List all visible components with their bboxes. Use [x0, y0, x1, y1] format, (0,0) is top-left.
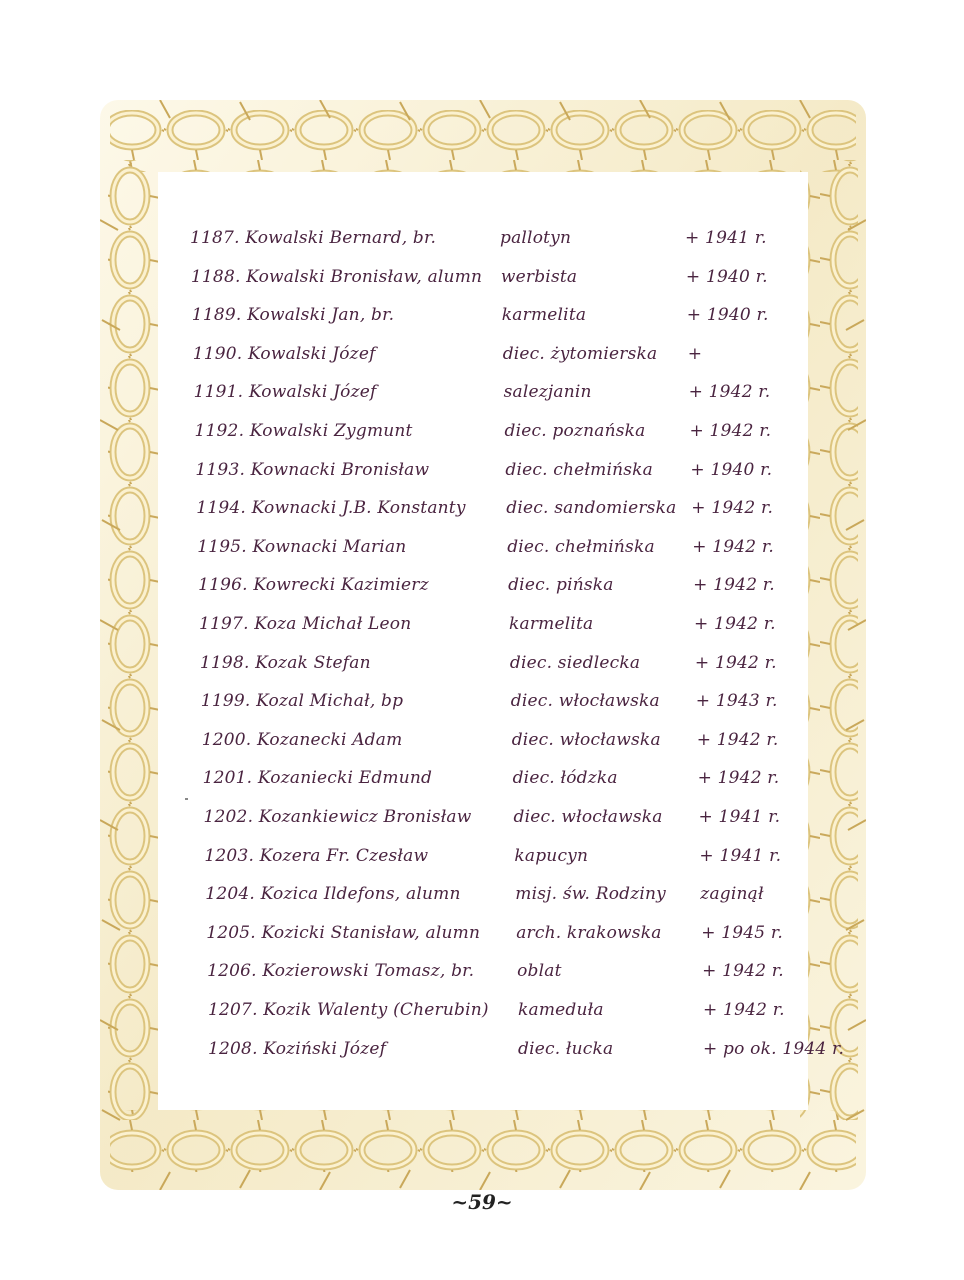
entry-row [204, 846, 804, 876]
entry-death-year: + 1942 r. [693, 575, 775, 596]
entry-affiliation: diec. chełmińska [505, 459, 654, 480]
entry-number-and-name: 1196. Kowrecki Kazimierz [198, 575, 429, 596]
entry-death-year: + 1941 r. [685, 228, 767, 248]
entry-death-year: + 1942 r. [691, 498, 774, 519]
entry-number-and-name: 1191. Kowalski Józef [193, 382, 377, 403]
entry-number-and-name: 1192. Kowalski Zygmunt [194, 421, 413, 441]
entry-affiliation: diec. chełmińska [507, 536, 655, 557]
entry-row [193, 344, 793, 374]
entry-affiliation: kapucyn [514, 845, 589, 866]
entry-affiliation: diec. żytomierska [502, 343, 658, 364]
entry-number-and-name: 1189. Kowalski Jan, br. [191, 305, 395, 326]
entry-affiliation: diec. włocławska [513, 807, 663, 827]
entry-death-year: + 1942 r. [703, 1000, 785, 1020]
stray-ink-dot [185, 798, 188, 800]
entry-affiliation: pallotyn [500, 228, 572, 248]
entry-number-and-name: 1201. Kozaniecki Edmund [202, 768, 433, 789]
entry-number-and-name: 1204. Kozica Ildefons, alumn [205, 884, 461, 905]
entry-number-and-name: 1205. Kozicki Stanisław, alumn [206, 922, 481, 943]
entry-affiliation: diec. pińska [508, 575, 614, 596]
entry-number-and-name: 1195. Kownacki Marian [197, 536, 407, 557]
entry-death-year: + 1942 r. [688, 382, 771, 403]
entry-affiliation: kameduła [518, 1000, 604, 1020]
entry-affiliation: oblat [517, 961, 562, 982]
entry-row [197, 537, 797, 567]
entry-death-year: + 1942 r. [697, 768, 780, 789]
entry-death-year: + 1942 r. [694, 652, 777, 673]
entry-death-year: + po ok. 1944 r. [703, 1038, 845, 1059]
entry-number-and-name: 1193. Kownacki Bronisław [195, 459, 430, 480]
entry-death-year: + 1940 r. [686, 305, 769, 326]
entry-number-and-name: 1207. Kozik Walenty (Cherubin) [208, 1000, 489, 1020]
entry-death-year: + 1941 r. [699, 845, 782, 866]
entry-number-and-name: 1202. Kozankiewicz Bronisław [203, 807, 472, 827]
entry-row [199, 614, 799, 644]
entry-affiliation: diec. łucka [518, 1038, 614, 1059]
entry-row [208, 1000, 808, 1030]
entry-number-and-name: 1188. Kowalski Bronisław, alumn [190, 266, 483, 287]
entry-affiliation: karmelita [509, 614, 594, 634]
entry-death-year: + 1942 r. [702, 961, 784, 982]
entry-death-year: + 1942 r. [696, 729, 779, 750]
entry-affiliation: diec. poznańska [504, 421, 646, 441]
entry-number-and-name: 1200. Kozanecki Adam [201, 729, 403, 750]
entry-row [200, 653, 800, 683]
entry-affiliation: arch. krakowska [516, 922, 662, 943]
entry-row [198, 575, 798, 605]
entry-affiliation: werbista [500, 266, 578, 287]
entry-death-year: + 1945 r. [701, 922, 783, 943]
entry-row [205, 884, 805, 914]
entry-affiliation: diec. włocławska [511, 729, 661, 750]
entry-death-year: + 1942 r. [694, 614, 776, 634]
entry-number-and-name: 1199. Kozal Michał, bp [200, 691, 404, 712]
entry-number-and-name: 1198. Kozak Stefan [199, 652, 371, 673]
entry-row [191, 267, 791, 297]
entry-number-and-name: 1206. Kozierowski Tomasz, br. [207, 961, 475, 982]
entry-death-year: zaginął [700, 884, 764, 905]
entry-affiliation: diec. łódzka [512, 768, 618, 789]
entry-row [190, 228, 790, 258]
entry-row [203, 768, 803, 798]
entry-affiliation: diec. włocławska [510, 691, 660, 712]
entry-row [207, 961, 807, 991]
entry-row [206, 923, 806, 953]
entry-row [201, 691, 801, 721]
entry-death-year: + 1940 r. [685, 266, 768, 287]
entry-number-and-name: 1203. Kozera Fr. Czesław [204, 845, 429, 866]
entry-affiliation: karmelita [501, 305, 587, 326]
entry-death-year: + 1942 r. [692, 536, 774, 557]
entry-death-year: + [687, 343, 703, 364]
entry-row [196, 498, 796, 528]
entry-row [195, 421, 795, 451]
entry-death-year: + 1943 r. [695, 691, 778, 712]
page-number: ~59~ [451, 1190, 513, 1214]
entry-death-year: + 1941 r. [698, 807, 781, 827]
entry-row [204, 807, 804, 837]
entry-number-and-name: 1190. Kowalski Józef [192, 343, 376, 364]
entry-number-and-name: 1187. Kowalski Bernard, br. [190, 228, 437, 248]
entry-affiliation: diec. siedlecka [509, 652, 641, 673]
entry-number-and-name: 1194. Kownacki J.B. Konstanty [196, 498, 466, 519]
entry-death-year: + 1942 r. [689, 421, 772, 441]
entry-affiliation: diec. sandomierska [506, 498, 677, 519]
entry-number-and-name: 1197. Koza Michał Leon [199, 614, 412, 634]
entry-row [208, 1038, 845, 1069]
entry-affiliation: misj. św. Rodziny [515, 884, 666, 905]
entry-row [194, 382, 794, 412]
entry-row [195, 460, 795, 490]
entry-row [192, 305, 792, 335]
entry-affiliation: salezjanin [503, 382, 592, 403]
entry-row [202, 730, 802, 760]
entry-number-and-name: 1208. Koziński Józef [208, 1038, 387, 1059]
entry-death-year: + 1940 r. [690, 459, 773, 480]
